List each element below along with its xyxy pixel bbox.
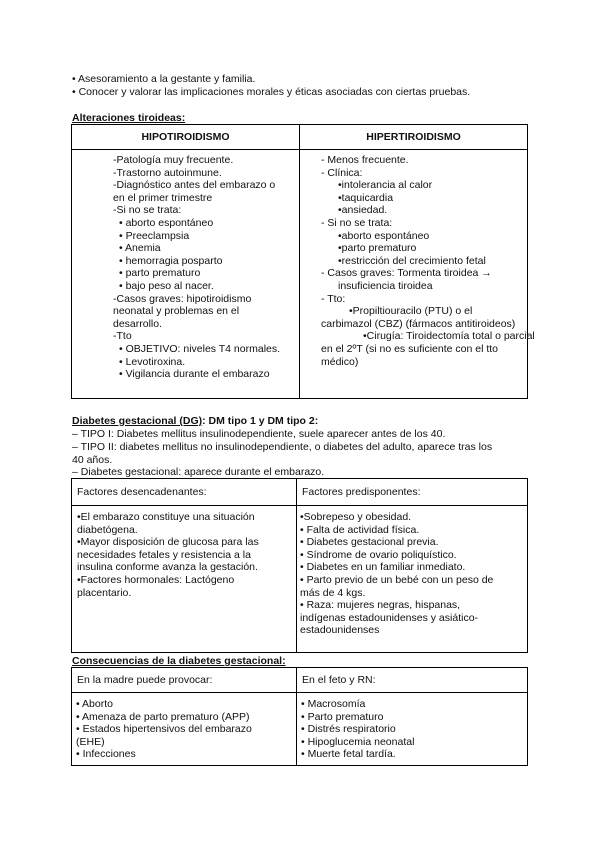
predisposing-line: • Falta de actividad física. — [300, 523, 420, 536]
trigger-line: •El embarazo constituye una situación — [77, 511, 255, 523]
thyroid-title: Alteraciones tiroideas: — [72, 112, 186, 124]
hyperthyroid-line: •Propiltiouracilo (PTU) o el — [349, 305, 473, 318]
thyroid-table — [71, 124, 535, 399]
hypothyroid-line: • Vigilancia durante el embarazo — [119, 368, 270, 381]
predisposing-cell — [297, 506, 528, 653]
trigger-line: necesidades fetales y resistencia a la — [77, 548, 251, 561]
hypothyroid-line: en el primer trimestre — [113, 191, 213, 204]
diabetes-title — [72, 415, 318, 428]
hypothyroid-line: • bajo peso al nacer. — [119, 279, 214, 292]
mother-consequence-line: • Infecciones — [76, 748, 136, 761]
predisposing-line: • Síndrome de ovario poliquístico. — [300, 548, 457, 561]
diabetes-line-3: 40 años. — [72, 454, 113, 466]
hyperthyroid-line: •aborto espontáneo — [338, 229, 430, 242]
consequences-table — [71, 667, 528, 766]
hypothyroid-line: • Levotiroxina. — [119, 355, 186, 368]
hyperthyroid-line: •taquicardia — [338, 191, 394, 204]
diabetes-line-2: – TIPO II: diabetes mellitus no insulinodependiente, o diabetes del adulto, aparece tras los — [72, 441, 493, 453]
diabetes-line-4: – Diabetes gestacional: aparece durante el embarazo. — [72, 466, 325, 478]
fetus-consequence-line: • Muerte fetal tardía. — [301, 748, 396, 761]
mother-list — [72, 693, 296, 761]
hypothyroid-line: -Patología muy frecuente. — [113, 154, 234, 166]
mother-consequence-line: (EHE) — [76, 735, 105, 748]
factors-header-2: Factores predisponentes: — [297, 479, 528, 506]
intro-line-2: • Conocer y valorar las implicaciones morales y éticas asociadas con ciertas pruebas. — [72, 86, 471, 98]
hyperthyroid-line: - Casos graves: Tormenta tiroidea → — [321, 267, 492, 280]
fetus-consequence-line: • Parto prematuro — [301, 710, 384, 723]
intro-line-1: • Asesoramiento a la gestante y familia. — [72, 73, 256, 85]
hyperthyroid-line: •intolerancia al calor — [338, 179, 433, 192]
fetus-consequence-line: • Distrés respiratorio — [301, 723, 396, 736]
hyperthyroid-cell — [300, 150, 535, 399]
predisposing-line: más de 4 kgs. — [300, 586, 366, 599]
hypothyroid-line: -Casos graves: hipotiroidismo — [113, 292, 252, 305]
hypothyroid-line: • Preeclampsia — [119, 229, 190, 242]
hypothyroid-line: • hemorragia posparto — [119, 254, 223, 267]
hypothyroid-line: neonatal y problemas en el — [113, 305, 240, 318]
predisposing-line: • Raza: mujeres negras, hispanas, — [300, 599, 461, 612]
fetus-list — [297, 693, 527, 761]
diabetes-factors-table — [71, 478, 528, 653]
diabetes-line-1: – TIPO I: Diabetes mellitus insulinodependiente, suele aparecer antes de los 40. — [72, 428, 446, 440]
hyperthyroid-line: - Tto: — [321, 292, 346, 305]
predisposing-line: • Diabetes en un familiar inmediato. — [300, 561, 466, 574]
predisposing-line: •Sobrepeso y obesidad. — [300, 511, 412, 523]
trigger-line: insulina conforme avanza la gestación. — [77, 561, 258, 574]
hypothyroid-line: • OBJETIVO: niveles T4 normales. — [119, 342, 281, 355]
hyperthyroid-line: •Cirugía: Tiroidectomía total o parcial — [363, 330, 535, 343]
hyperthyroid-line: - Menos frecuente. — [321, 154, 409, 166]
trigger-line: •Factores hormonales: Lactógeno — [77, 573, 235, 586]
predisposing-list — [297, 506, 527, 637]
hyperthyroid-line: •parto prematuro — [338, 242, 417, 255]
predisposing-line: • Diabetes gestacional previa. — [300, 536, 439, 549]
hypothyroid-list — [72, 150, 299, 381]
hypothyroid-line: -Trastorno autoinmune. — [113, 166, 222, 179]
hyperthyroid-list — [300, 150, 535, 368]
hyperthyroid-line: - Clínica: — [321, 166, 363, 179]
hypothyroid-line: • parto prematuro — [119, 267, 201, 280]
consequences-title: Consecuencias de la diabetes gestacional: — [72, 655, 286, 667]
hypothyroid-line: -Diagnóstico antes del embarazo o — [113, 179, 276, 192]
hyperthyroid-line: insuficiencia tiroidea — [338, 279, 433, 292]
predisposing-line: • Parto previo de un bebé con un peso de — [300, 573, 494, 586]
thyroid-col1-header: HIPOTIROIDISMO — [72, 125, 300, 150]
consequences-header-1: En la madre puede provocar: — [72, 668, 297, 693]
trigger-line: placentario. — [77, 586, 132, 599]
factors-header-1: Factores desencadenantes: — [72, 479, 297, 506]
hyperthyroid-line: médico) — [321, 355, 359, 368]
triggers-cell — [72, 506, 297, 653]
trigger-line: diabetógena. — [77, 523, 138, 536]
hypothyroid-line: • Anemia — [119, 242, 161, 255]
predisposing-line: estadounidenses — [300, 624, 380, 637]
hyperthyroid-line: •restricción del crecimiento fetal — [338, 254, 486, 267]
fetus-consequence-line: • Hipoglucemia neonatal — [301, 735, 415, 748]
mother-cell — [72, 693, 297, 766]
hyperthyroid-line: •ansiedad. — [338, 204, 388, 217]
hypothyroid-line: -Tto — [113, 330, 132, 343]
mother-consequence-line: • Amenaza de parto prematuro (APP) — [76, 710, 250, 723]
thyroid-col2-header: HIPERTIROIDISMO — [300, 125, 528, 150]
fetus-cell — [297, 693, 528, 766]
hyperthyroid-line: carbimazol (CBZ) (fármacos antitiroideos) — [321, 317, 516, 330]
hypothyroid-line: • aborto espontáneo — [119, 216, 214, 229]
predisposing-line: indígenas estadounidenses y asiático- — [300, 611, 479, 624]
diabetes-title-main: Diabetes gestacional (DG) — [72, 415, 203, 427]
hyperthyroid-line: en el 2ºT (si no es suficiente con el tto — [321, 342, 498, 355]
triggers-list — [72, 506, 296, 599]
hyperthyroid-line: - Si no se trata: — [321, 216, 393, 229]
mother-consequence-line: • Aborto — [76, 698, 113, 710]
hypothyroid-cell — [72, 150, 300, 399]
hypothyroid-line: desarrollo. — [113, 317, 163, 330]
hypothyroid-line: -Si no se trata: — [113, 204, 182, 217]
fetus-consequence-line: • Macrosomía — [301, 698, 366, 710]
mother-consequence-line: • Estados hipertensivos del embarazo — [76, 723, 252, 736]
diabetes-title-rest: : DM tipo 1 y DM tipo 2: — [202, 415, 319, 427]
consequences-header-2: En el feto y RN: — [297, 668, 528, 693]
trigger-line: •Mayor disposición de glucosa para las — [77, 536, 259, 549]
